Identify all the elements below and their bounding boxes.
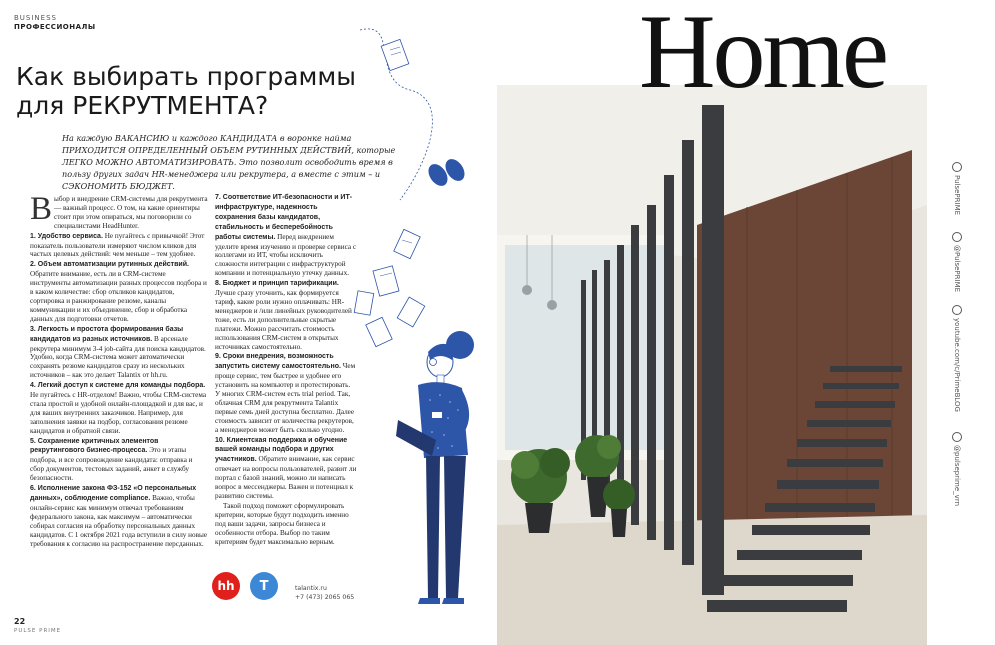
list-item: 8. Бюджет и принцип тарификации. Лучше сразу уточнить, как формируется тариф, какие роли нужно оплачивать: HR-менеджеров и /или линейных руководителей тоже, есть ли дополнительные скрытые платежи. Можно рассчитать стоимость использования CRM-систем в открытых источниках самостоятельно.: [215, 280, 352, 351]
right-page: [497, 0, 995, 645]
contact-site[interactable]: talantix.ru: [295, 585, 327, 592]
list-item: 9. Сроки внедрения, возможность запустить систему самостоятельно. Чем проще сервис, тем быстрее и удобнее его установить на компьютер и протестировать. У многих CRM-систем есть trial period. Так, облачная CRM для рекрутмента Talantix первые семь дней доступна бесплатно. Далее стоимость зависит от количества рекрутеров, а менеджеров может быть сколько угодно.: [215, 353, 356, 434]
list-item: 7. Соответствие ИТ-безопасности и ИТ-инфраструктуре, надежность сохранения базы кандидатов, стабильность и бесперебойность работы системы. Перед внедрением уделите время изучению и проверке сервиса с коллегами из ИТ, чтобы исключить сложности интеграции с инфраструктурой компании и потенциальную утечку данных.: [215, 194, 357, 278]
rubric-subsection: ПРОФЕССИОНАЛЫ: [14, 23, 96, 31]
talantix-logo: T: [250, 572, 278, 600]
instagram-icon: [952, 432, 962, 442]
interior-staircase-photo: [497, 85, 927, 645]
closing-paragraph: Такой подход поможет сформулировать критерии, которые будут подходить именно под ваши задачи, запросы бизнеса и особенности отбора. Выбор по таким критериям будет максимально верным.: [215, 501, 349, 546]
youtube-icon: [952, 305, 962, 315]
page-number: 22: [14, 617, 26, 626]
binoculars-icon: [425, 156, 469, 190]
section-title: Home: [639, 0, 887, 110]
article-column-1: [30, 191, 208, 549]
intro-text: ыбор и внедрение CRM-системы для рекрутмента — важный процесс. О том, на какие ориентиры стоит при этом опираться, мы поговорили со специалистами HeadHunter.: [54, 195, 208, 230]
facebook-icon: [952, 162, 962, 172]
list-item: 1. Удобство сервиса. Не пугайтесь с привычкой! Этот показатель пользователи измеряют числом кликов для частых целевых действий: чем меньше – тем удобнее.: [30, 231, 205, 259]
list-item: 3. Легкость и простота формирования базы кандидатов из разных источников. В арсенале рекрутера минимум 3-4 job-сайта для поиска кандидатов. Удобно, когда CRM-система может автоматически сохранять резюме кандидатов сразу из нескольких источников – как это делает Talantix от hh.ru.: [30, 325, 206, 380]
article-headline: Как выбирать программы для РЕКРУТМЕНТА?: [16, 62, 356, 120]
left-page: [0, 0, 497, 645]
magazine-name: PULSE PRIME: [14, 628, 62, 634]
article-column-2: [215, 193, 357, 547]
list-item: 5. Сохранение критичных элементов рекрутингового бизнес-процесса. Это и этапы подбора, и все сопровождение кандидата: отправка и сбор документов, тестовых заданий, анкет в службу безопасности.: [30, 437, 193, 483]
contact-phone: +7 (473) 2065 065: [295, 594, 355, 601]
list-item: 10. Клиентская поддержка и обучение вашей команды подбора и других участников. Обратите внимание, как сервис отвечает на вопросы пользователей, развит ли портал с базой знаний, можно ли написать вопрос в мессенджеры. Важен и потенциал к развитию системы.: [215, 436, 357, 500]
woman-figure: [396, 331, 474, 604]
social-link-instagram[interactable]: @pulseprime_vrn: [952, 432, 962, 506]
hh-logo: hh: [212, 572, 240, 600]
list-item: 4. Легкий доступ к системе для команды подбора. Не пугайтесь с HR-отделом! Важно, чтобы CRM-система стала простой и удобной онлайн-площадкой и для вас, и для ваших внутренних заказчиков. Например, для заполнения заявки на подбор, согласования резюме кандидатов и обратной связи.: [30, 382, 207, 435]
paper-icon: [354, 39, 425, 346]
drop-cap: В: [30, 191, 53, 227]
article-lead: На каждую ВАКАНСИЮ и каждого КАНДИДАТА в воронке найма ПРИХОДИТСЯ ОПРЕДЕЛЕННЫЙ ОБЪЕМ РУТИННЫХ ДЕЙСТВИЙ, которые ЛЕГКО МОЖНО АВТОМАТИЗИРОВАТЬ. Это позволит освободить время в пользу других задач HR-менеджера или рекрутера, а вместе с этим – и СЭКОНОМИТЬ БЮДЖЕТ.: [62, 133, 396, 191]
social-link-facebook[interactable]: PulsePRIME: [952, 162, 962, 215]
list-item: 2. Объем автоматизации рутинных действий. Обратите внимание, есть ли в CRM-системе инструменты автоматизации разных процессов подбора и в каком количестве: сбор откликов кандидатов, сортировка и ранжирование резюме, каналы коммуникации и их объединение, сбор и обработка данных для подготовки отчетов.: [30, 261, 207, 323]
rubric-section: BUSINESS: [14, 14, 57, 22]
recruiter-illustration: [340, 0, 500, 645]
social-link-youtube[interactable]: youtube.com/c/PrimeBLOG: [952, 305, 962, 412]
social-link-twitter[interactable]: @PulsePRIME: [952, 232, 962, 292]
twitter-icon: [952, 232, 962, 242]
list-item: 6. Исполнение закона ФЗ-152 «О персональных данных», соблюдение compliance. Важно, чтобы онлайн-сервис как минимум отвечал требованиям федерального закона, как максимум – автоматически собирал согласия на обработку персональных данных кандидатов. С 1 октября 2021 года вступили в силу новые требования к согласию на распространение персданных.: [30, 485, 208, 548]
